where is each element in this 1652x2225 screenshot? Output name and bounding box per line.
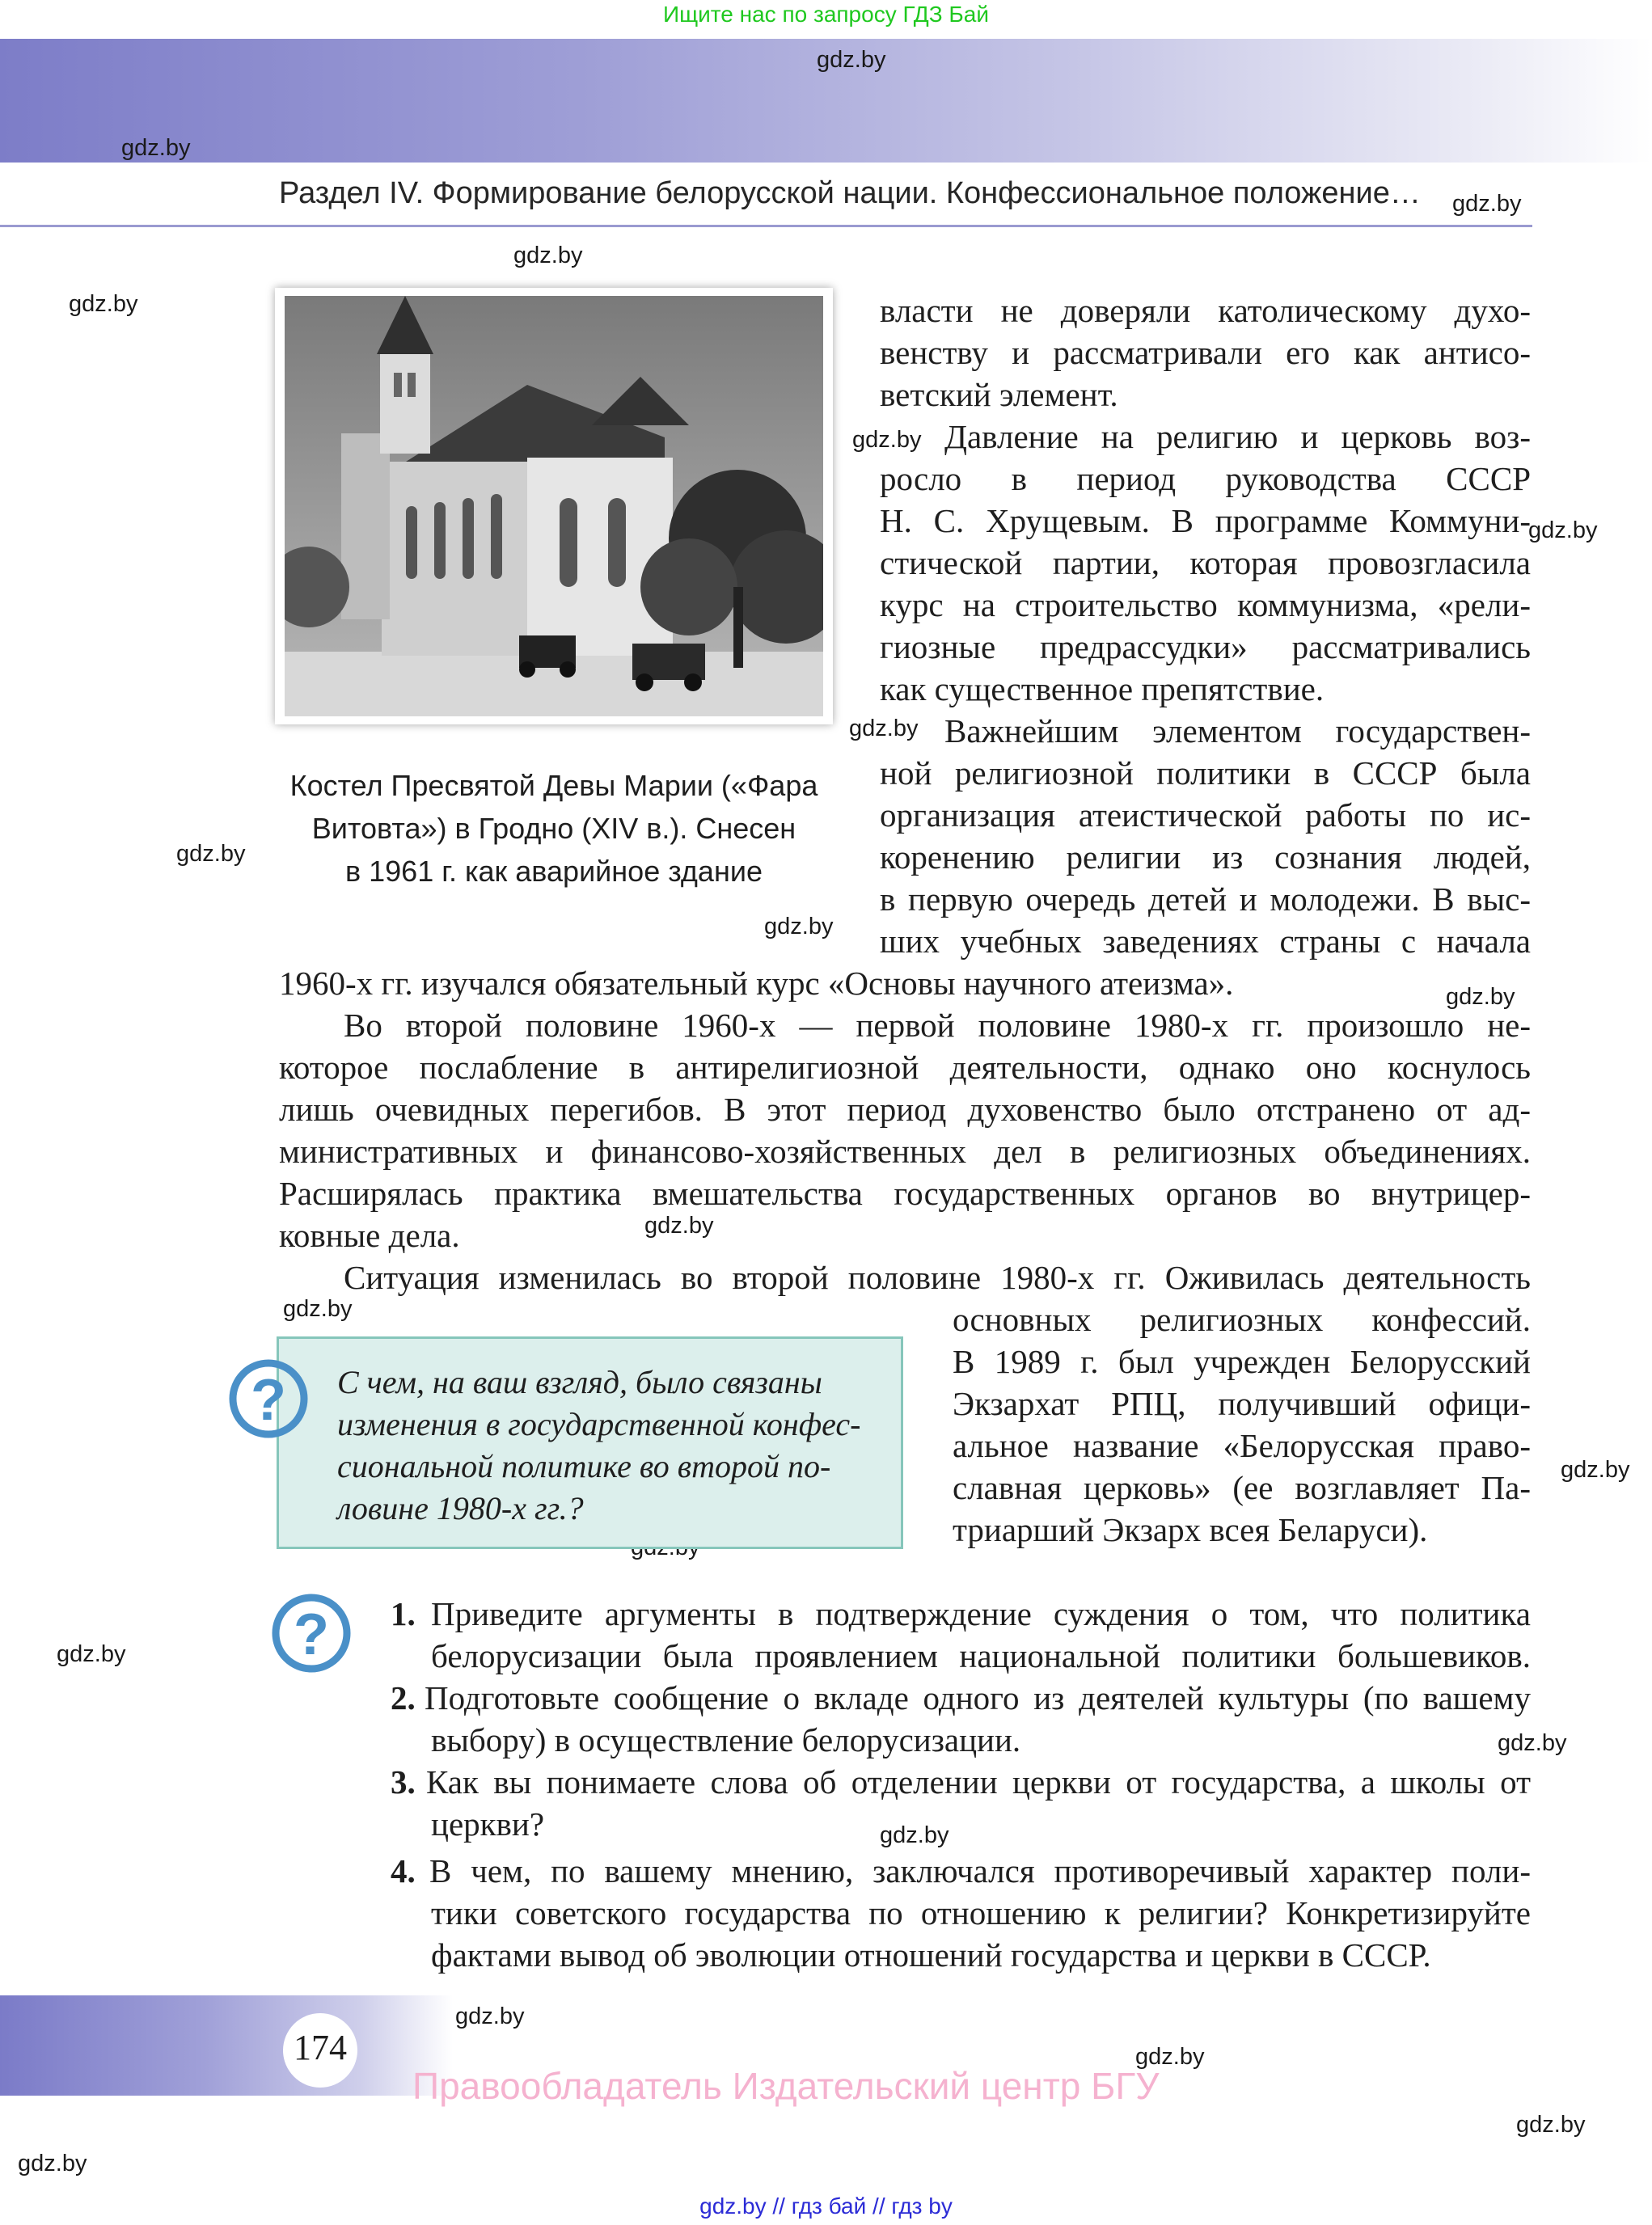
body-line: основных религиозных конфессий. <box>953 1301 1531 1338</box>
body-line: Ситуация изменилась во второй половине 1980-х гг. Оживилась деятельность <box>344 1259 1531 1296</box>
question-line: С чем, на ваш взгляд, было связаны <box>337 1364 822 1400</box>
question-line: изменения в государственной конфес- <box>337 1406 861 1442</box>
watermark: gdz.by <box>852 427 922 453</box>
task-line: выбору) в осуществление белорусизации. <box>431 1721 1021 1758</box>
question-icon <box>271 1591 358 1686</box>
body-line: которое послабление в антирелигиозной деятельности, однако оно коснулось <box>279 1049 1531 1086</box>
watermark: gdz.by <box>644 1213 714 1239</box>
body-line: Н. С. Хрущевым. В программе Коммуни- <box>880 502 1531 539</box>
watermark: gdz.by <box>57 1641 126 1667</box>
body-line: лишь очевидных перегибов. В этот период духовенство было отстранено от ад- <box>279 1091 1531 1128</box>
body-line: 1960-х гг. изучался обязательный курс «Основы научного атеизма». <box>279 965 1234 1002</box>
svg-text:?: ? <box>251 1368 286 1433</box>
page-number: 174 <box>294 2028 347 2067</box>
watermark: gdz.by <box>69 291 138 317</box>
task-number: 3. <box>391 1763 416 1801</box>
watermark: gdz.by <box>849 716 919 741</box>
body-line: триарший Экзарх всея Беларуси). <box>953 1511 1428 1548</box>
watermark: gdz.by <box>764 914 834 939</box>
caption-line: Витовта») в Гродно (XIV в.). Снесен <box>311 812 796 845</box>
body-line: Расширялась практика вмешательства государственных органов во внутрицер- <box>279 1175 1531 1212</box>
watermark: gdz.by <box>513 243 583 268</box>
task-line: Подготовьте сообщение о вкладе одного из деятелей культуры (по вашему <box>425 1679 1531 1716</box>
task-number: 2. <box>391 1679 416 1716</box>
footer-band <box>0 1995 453 2096</box>
body-line: как существенное препятствие. <box>880 670 1325 707</box>
question-line: сиональной политике во второй по- <box>337 1448 831 1484</box>
body-line: организация атеистической работы по ис- <box>880 796 1531 834</box>
task-line: Приведите аргументы в подтверждение суждения о том, что политика <box>431 1595 1531 1632</box>
body-line: стической партии, которая провозгласила <box>880 544 1531 581</box>
body-line: Экзархат РПЦ, получивший офици- <box>953 1385 1531 1422</box>
body-line: курс на строительство коммунизма, «рели- <box>880 586 1531 623</box>
body-line: росло в период руководства СССР <box>880 460 1531 497</box>
watermark: gdz.by <box>1446 984 1515 1010</box>
body-line: Важнейшим элементом государствен- <box>944 712 1531 749</box>
question-line: ловине 1980-х гг.? <box>337 1490 584 1526</box>
body-line: в первую очередь детей и молодежи. В выс- <box>880 880 1531 918</box>
rights-holder: Правообладатель Издательский центр БГУ <box>412 2065 1160 2107</box>
watermark: gdz.by <box>121 135 191 161</box>
body-line: гиозные предрассудки» рассматривались <box>880 628 1531 665</box>
task-line: тики советского государства по отношению к религии? Конкретизируйте <box>431 1894 1531 1932</box>
watermark: gdz.by <box>817 47 886 73</box>
body-line: В 1989 г. был учрежден Белорусский <box>953 1343 1531 1380</box>
body-line: Давление на религию и церковь воз- <box>944 418 1531 455</box>
watermark: gdz.by <box>455 2003 525 2029</box>
watermark: gdz.by <box>1135 2044 1205 2070</box>
task-line: белорусизации была проявлением национальной политики большевиков. <box>431 1637 1531 1674</box>
body-line: славная церковь» (ее возглавляет Па- <box>953 1469 1531 1506</box>
watermark: gdz.by <box>1561 1457 1630 1483</box>
body-line: власти не доверяли католическому духо- <box>880 292 1531 329</box>
body-line: ветский элемент. <box>880 376 1118 413</box>
task-line: фактами вывод об эволюции отношений государства и церкви в СССР. <box>431 1936 1431 1974</box>
watermark: gdz.by <box>1498 1730 1567 1756</box>
body-line: министративных и финансово-хозяйственных дел в религиозных объединениях. <box>279 1133 1531 1170</box>
svg-text:?: ? <box>294 1602 329 1667</box>
task-number: 1. <box>391 1595 416 1632</box>
search-hint: Ищите нас по запросу ГДЗ Бай <box>662 2 990 27</box>
body-line: ной религиозной политики в СССР была <box>880 754 1531 792</box>
body-line: ших учебных заведениях страны с начала <box>880 923 1531 960</box>
body-line: ковные дела. <box>279 1217 460 1254</box>
caption-line: в 1961 г. как аварийное здание <box>345 855 763 888</box>
watermark: gdz.by <box>1516 2112 1586 2138</box>
task-line: Как вы понимаете слова об отделении церкви от государства, а школы от <box>426 1763 1531 1801</box>
photo-caption <box>267 764 841 893</box>
section-title: Раздел IV. Формирование белорусской нации. Конфессиональное положение… <box>279 176 1421 210</box>
task-line: В чем, по вашему мнению, заключался противоречивый характер поли- <box>429 1852 1531 1889</box>
watermark: gdz.by <box>1528 517 1598 543</box>
body-line: альное название «Белорусская право- <box>953 1427 1531 1464</box>
caption-line: Костел Пресвятой Девы Марии («Фара <box>289 769 818 802</box>
body-line: Во второй половине 1960-х — первой половине 1980-х гг. произошло не- <box>344 1007 1531 1044</box>
church-photo <box>275 288 833 724</box>
question-box <box>277 1336 903 1549</box>
question-text <box>337 1362 871 1530</box>
watermark: gdz.by <box>1452 191 1522 217</box>
watermark: gdz.by <box>880 1822 949 1848</box>
footer-links[interactable]: gdz.by // гдз бай // гдз by <box>699 2193 953 2219</box>
watermark: gdz.by <box>18 2151 87 2176</box>
body-line: венству и рассматривали его как антисо- <box>880 334 1531 371</box>
task-line: церкви? <box>431 1805 545 1843</box>
question-icon <box>228 1357 315 1451</box>
watermark: gdz.by <box>283 1296 353 1322</box>
header-divider <box>0 225 1532 227</box>
body-line: коренению религии из сознания людей, <box>880 838 1531 876</box>
watermark: gdz.by <box>176 841 246 867</box>
task-number: 4. <box>391 1852 416 1889</box>
